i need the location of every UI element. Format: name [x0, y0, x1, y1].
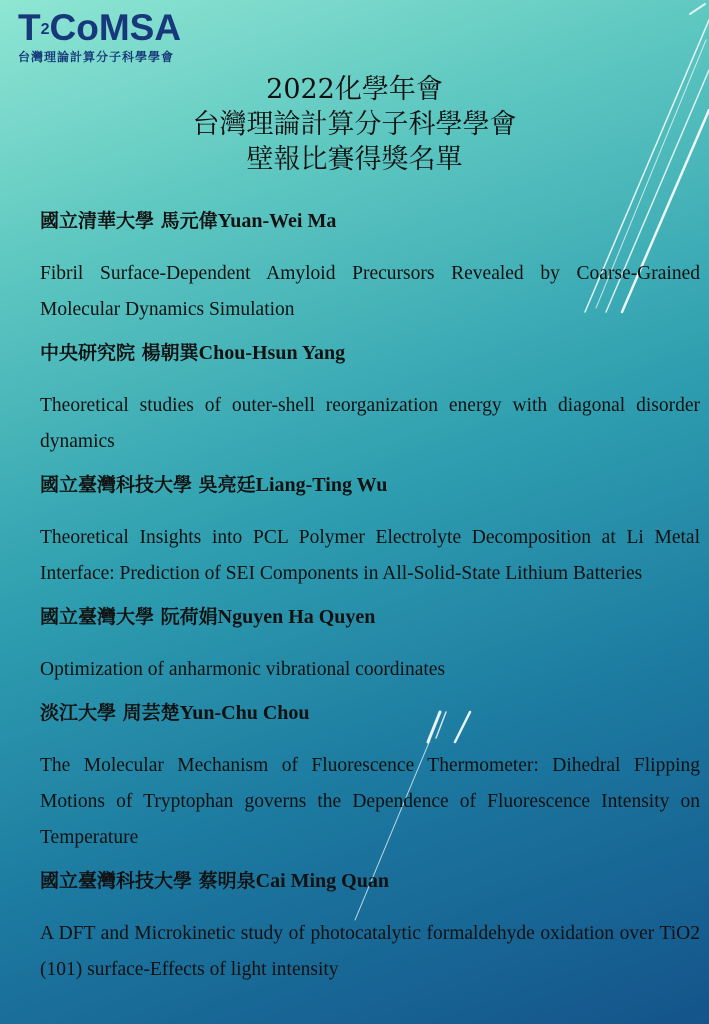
- winner-english-name: Cai Ming Quan: [255, 870, 389, 892]
- header-line-2: 台灣理論計算分子科學學會: [192, 109, 517, 140]
- winner-english-name: Nguyen Ha Quyen: [217, 606, 376, 628]
- winner-english-name: Chou-Hsun Yang: [198, 342, 346, 364]
- poster-title: Fibril Surface-Dependent Amyloid Precursors Revealed by Coarse-Grained Molecular Dynamics Simulation: [40, 263, 700, 320]
- poster-title: The Molecular Mechanism of Fluorescence Thermometer: Dihedral Flipping Motions of Tryptophan governs the Dependence of Fluorescence Intensity on Temperature: [40, 755, 700, 848]
- winner-name: [40, 868, 700, 894]
- winner-name: [40, 340, 700, 366]
- header-line-1: 2022化學年會: [266, 74, 443, 105]
- winner-name: [40, 604, 700, 630]
- winner-name: [40, 700, 700, 726]
- winner-english-name: Yuan-Wei Ma: [217, 210, 337, 232]
- page-header: [0, 72, 709, 177]
- winner-name: [40, 472, 700, 498]
- award-entry: [40, 208, 700, 328]
- logo-wordmark: [18, 8, 181, 48]
- award-entry: [40, 604, 700, 688]
- winner-affiliation: 國立臺灣大學 阮荷娟: [40, 606, 218, 628]
- award-list: [40, 204, 700, 1000]
- award-entry: [40, 340, 700, 460]
- winner-affiliation: 中央研究院 楊朝巽: [40, 342, 199, 364]
- logo-subtitle: 台灣理論計算分子科學學會: [18, 50, 175, 64]
- poster-title: A DFT and Microkinetic study of photocatalytic formaldehyde oxidation over TiO2 (101) surface-Effects of light intensity: [40, 923, 700, 980]
- winner-affiliation: 國立臺灣科技大學 蔡明泉: [40, 870, 256, 892]
- winner-english-name: Yun-Chu Chou: [179, 702, 310, 724]
- winner-english-name: Liang-Ting Wu: [255, 474, 388, 496]
- poster-title: Theoretical studies of outer-shell reorganization energy with diagonal disorder dynamics: [40, 395, 700, 452]
- winner-affiliation: 國立清華大學 馬元偉: [40, 210, 218, 232]
- winner-affiliation: 國立臺灣科技大學 吳亮廷: [40, 474, 256, 496]
- header-line-3: 壁報比賽得獎名單: [246, 144, 463, 175]
- award-entry: [40, 700, 700, 856]
- winner-affiliation: 淡江大學 周芸楚: [40, 702, 180, 724]
- poster-title: Optimization of anharmonic vibrational coordinates: [40, 659, 446, 680]
- society-logo: [18, 8, 181, 65]
- logo-t: T: [18, 7, 41, 48]
- award-entry: [40, 472, 700, 592]
- winner-name: [40, 208, 700, 234]
- award-entry: [40, 868, 700, 988]
- logo-superscript: 2: [40, 21, 50, 38]
- poster-title: Theoretical Insights into PCL Polymer Electrolyte Decomposition at Li Metal Interface: Prediction of SEI Components in All-Solid-State Lithium Batteries: [40, 527, 700, 584]
- logo-comsa: CoMSA: [49, 7, 182, 48]
